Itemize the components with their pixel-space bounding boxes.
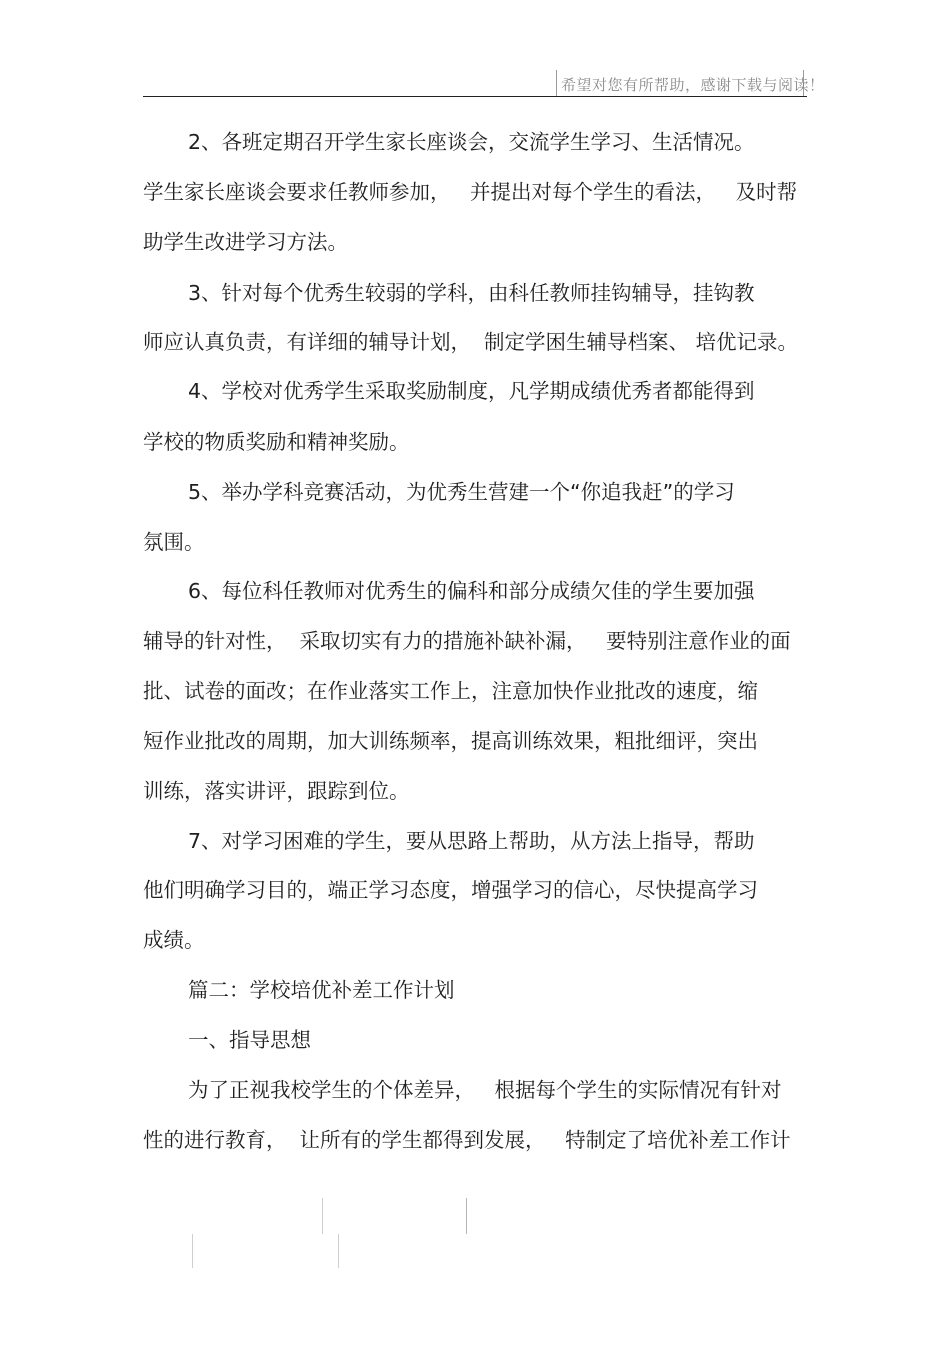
text-line: 他们明确学习目的，端正学习态度，增强学习的信心，尽快提高学习 (143, 878, 758, 902)
text-line: 氛围。 (143, 530, 205, 554)
text-line: 师应认真负责，有详细的辅导计划， 制定学困生辅导档案、 培优记录。 (143, 330, 799, 354)
text-line: 5、举办学科竞赛活动，为优秀生营建一个“你追我赶”的学习 (188, 480, 735, 504)
section-heading: 一、指导思想 (188, 1028, 311, 1052)
text-line: 学生家长座谈会要求任教师参加， 并提出对每个学生的看法， 及时帮 (143, 180, 798, 204)
text-line: 6、每位科任教师对优秀生的偏科和部分成绩欠佳的学生要加强 (188, 579, 755, 603)
faint-mark (338, 1234, 339, 1268)
text-line: 成绩。 (143, 928, 205, 952)
header-note: 希望对您有所帮助，感谢下载与阅读！ (561, 76, 825, 94)
text-line: 批、试卷的面改；在作业落实工作上，注意加快作业批改的速度，缩 (143, 679, 758, 703)
text-line: 训练，落实讲评，跟踪到位。 (143, 779, 410, 803)
text-line: 2、各班定期召开学生家长座谈会，交流学生学习、生活情况。 (188, 130, 755, 154)
faint-mark (322, 1198, 323, 1234)
text-line: 助学生改进学习方法。 (143, 230, 348, 254)
text-line: 3、针对每个优秀生较弱的学科，由科任教师挂钩辅导，挂钩教 (188, 281, 755, 305)
text-line: 4、学校对优秀学生采取奖励制度，凡学期成绩优秀者都能得到 (188, 379, 755, 403)
faint-mark (466, 1198, 467, 1234)
text-line: 学校的物质奖励和精神奖励。 (143, 430, 410, 454)
section-title: 篇二：学校培优补差工作计划 (188, 978, 455, 1002)
text-line: 辅导的针对性， 采取切实有力的措施补缺补漏， 要特别注意作业的面 (143, 629, 791, 653)
text-line: 性的进行教育， 让所有的学生都得到发展， 特制定了培优补差工作计 (143, 1128, 791, 1152)
header-rule (143, 96, 807, 97)
text-line: 7、对学习困难的学生，要从思路上帮助，从方法上指导，帮助 (188, 829, 755, 853)
text-line: 为了正视我校学生的个体差异， 根据每个学生的实际情况有针对 (188, 1078, 782, 1102)
text-line: 短作业批改的周期，加大训练频率，提高训练效果，粗批细评，突出 (143, 729, 758, 753)
faint-mark (192, 1234, 193, 1268)
